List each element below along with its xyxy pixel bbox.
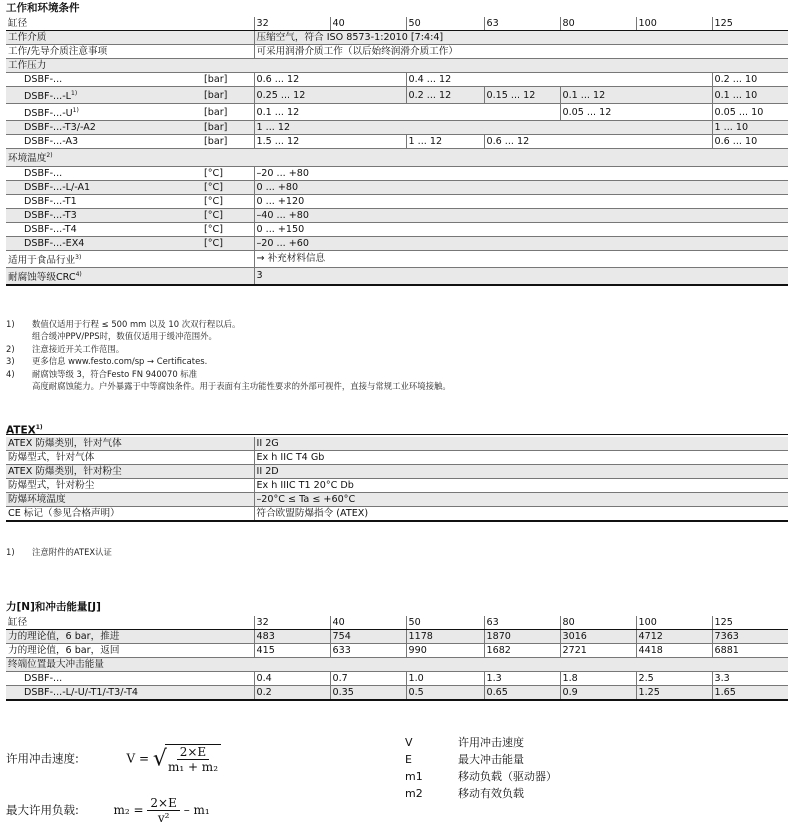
- footnote: 高度耐腐蚀能力。户外暴露于中等腐蚀条件。用于表面有主功能性要求的外部可视件，直接与常规工业环境接触。: [32, 381, 451, 392]
- row-label: 适用于食品行业$^{3)}$: [8, 253, 82, 266]
- row-label: 防爆型式，针对粉尘: [8, 480, 95, 491]
- value-cell: 1.65: [712, 686, 788, 701]
- unit: [°C]: [202, 180, 254, 194]
- bore-50: 50: [406, 616, 484, 630]
- value-cell: 0.2 ... 12: [406, 87, 484, 104]
- value-cell: 0.35: [330, 686, 406, 701]
- unit: [bar]: [202, 121, 254, 135]
- formula-lhs: m₂ =: [113, 803, 144, 817]
- bore-100: 100: [636, 17, 712, 31]
- bore-125: 125: [712, 17, 788, 31]
- bore-100: 100: [636, 616, 712, 630]
- legend-item: m2 移动有效负载: [405, 787, 524, 800]
- value-cell: 0.1 ... 12: [254, 104, 560, 121]
- value-cell: 0.6 ... 12: [254, 73, 406, 87]
- bore-63: 63: [484, 17, 560, 31]
- legend-item: E 最大冲击能量: [405, 753, 524, 766]
- variant-label: DSBF-...: [24, 167, 63, 179]
- variant-label: DSBF-...-EX4: [6, 236, 202, 250]
- operating-conditions-table: [6, 17, 788, 286]
- footnote: 3) 更多信息 www.festo.com/sp → Certificates.: [6, 356, 208, 367]
- value-cell: 1.0: [406, 672, 484, 686]
- footnote: 1) 注意附件的ATEX认证: [6, 547, 112, 557]
- row-label: 力的理论值，6 bar，返回: [8, 645, 120, 656]
- pressure-row: [6, 104, 788, 121]
- value-cell: –20 ... +60: [254, 236, 788, 250]
- formula-lhs: V =: [126, 751, 150, 766]
- atex-section: [6, 421, 788, 522]
- supplementary-info-link[interactable]: → 补充材料信息: [254, 250, 788, 267]
- group-label: 工作压力: [6, 59, 788, 73]
- row-label: ATEX 防爆类别，针对气体: [6, 437, 254, 451]
- bore-63: 63: [484, 616, 560, 630]
- symbol-legend: [405, 734, 557, 802]
- bore-label: 缸径: [6, 17, 254, 31]
- variant-label: DSBF-$...-U^{1)}$: [24, 107, 79, 120]
- atex-row: [6, 507, 788, 522]
- variant-label: DSBF-...-L/-A1: [6, 180, 202, 194]
- value-cell: 1.3: [484, 672, 560, 686]
- fraction: $\frac{2\times E}{\text{v²}}$: [147, 796, 179, 825]
- value-cell: 7363: [712, 630, 788, 644]
- force-energy-section: [6, 601, 788, 701]
- value-cell: 0.1 ... 12: [560, 87, 712, 104]
- bore-label: 缸径: [6, 616, 254, 630]
- unit: [°C]: [202, 208, 254, 222]
- pressure-row: [6, 73, 788, 87]
- unit: [bar]: [204, 106, 228, 118]
- variant-label: DSBF-...-T1: [24, 195, 77, 207]
- bore-40: 40: [330, 616, 406, 630]
- formula-label: 最大许用负载:: [6, 803, 79, 817]
- value-cell: 0.4: [254, 672, 330, 686]
- atex-row: [6, 451, 788, 465]
- variant-label: DSBF-...-L/-U/-T1/-T3/-T4: [6, 686, 254, 701]
- section-title: 力[N]和冲击能量[J]: [6, 601, 101, 613]
- row-value: 符合欧盟防爆指令 (ATEX): [254, 507, 788, 522]
- variant-label: DSBF-...-T3: [6, 208, 202, 222]
- unit: [bar]: [204, 136, 228, 148]
- row-label: ATEX 防爆类别，针对粉尘: [6, 465, 254, 479]
- value-cell: –20 ... +80: [254, 166, 788, 180]
- value-cell: 0.1 ... 10: [712, 87, 788, 104]
- value-cell: 1 ... 12: [254, 121, 712, 135]
- temperature-group-row: [6, 149, 788, 166]
- bore-32: 32: [254, 616, 330, 630]
- value-cell: 2721: [560, 644, 636, 658]
- atex-row: [6, 479, 788, 493]
- energy-row: [6, 672, 788, 686]
- bore-50: 50: [406, 17, 484, 31]
- value-cell: 3016: [560, 630, 636, 644]
- value-cell: 0.9: [560, 686, 636, 701]
- row-label: 工作/先导介质注意事项: [8, 46, 108, 57]
- footnote: 组合缓冲PPV/PPS时，数值仅适用于缓冲范围外。: [32, 331, 217, 342]
- row-value: 3: [254, 267, 788, 285]
- unit: [°C]: [204, 195, 223, 207]
- max-load-formula: [6, 796, 210, 825]
- value-cell: 4418: [636, 644, 712, 658]
- value-cell: –40 ... +80: [254, 208, 788, 222]
- value-cell: 0.05 ... 12: [560, 104, 712, 121]
- crc-row: [6, 267, 788, 285]
- footnotes-2: [6, 546, 788, 558]
- force-energy-table: [6, 616, 788, 701]
- unit: [°C]: [202, 236, 254, 250]
- value-cell: 0.4 ... 12: [406, 73, 712, 87]
- value-cell: 1.25: [636, 686, 712, 701]
- value-cell: 1.8: [560, 672, 636, 686]
- row-value: Ex h IIC T4 Gb: [254, 451, 788, 465]
- value-cell: 0 ... +120: [254, 194, 788, 208]
- section-title: ATEX$^{1)}$: [6, 421, 788, 435]
- temperature-row: [6, 208, 788, 222]
- value-cell: 2.5: [636, 672, 712, 686]
- operating-conditions-section: [6, 2, 788, 286]
- header-row: [6, 616, 788, 630]
- medium-note-row: [6, 45, 788, 59]
- force-row: [6, 644, 788, 658]
- row-value: Ex h IIIC T1 20°C Db: [254, 479, 788, 493]
- legend-item: V 许用冲击速度: [405, 736, 524, 749]
- unit: [°C]: [204, 223, 223, 235]
- bore-125: 125: [712, 616, 788, 630]
- footnote: 1) 数值仅适用于行程 ≤ 500 mm 以及 10 次双行程以后。: [6, 319, 241, 329]
- variant-label: DSBF-$...-L^{1)}$: [6, 87, 202, 104]
- value-cell: 0 ... +150: [254, 222, 788, 236]
- unit: [bar]: [202, 87, 254, 104]
- row-value: –20°C ≤ Ta ≤ +60°C: [254, 493, 788, 507]
- atex-table: [6, 437, 788, 522]
- unit: [bar]: [204, 74, 228, 85]
- atex-row: [6, 437, 788, 451]
- value-cell: 0.05 ... 10: [712, 104, 788, 121]
- temperature-row: [6, 180, 788, 194]
- sqrt-symbol: √: [152, 746, 167, 772]
- formula-tail: – m₁: [183, 803, 210, 817]
- value-cell: 754: [330, 630, 406, 644]
- variant-label: DSBF-...-A3: [24, 136, 79, 148]
- value-cell: 0.6 ... 10: [712, 135, 788, 149]
- value-cell: 415: [254, 644, 330, 658]
- row-label: CE 标记（参见合格声明）: [8, 508, 120, 519]
- footnote: 4) 耐腐蚀等级 3，符合Festo FN 940070 标准: [6, 368, 198, 379]
- value-cell: 6881: [712, 644, 788, 658]
- bore-80: 80: [560, 616, 636, 630]
- header-row: [6, 17, 788, 31]
- group-label: 终端位置最大冲击能量: [6, 658, 788, 672]
- variant-label: DSBF-...-T3/-A2: [6, 121, 202, 135]
- impact-speed-formula: [6, 744, 221, 774]
- value-cell: 0 ... +80: [254, 180, 788, 194]
- value-cell: 0.65: [484, 686, 560, 701]
- pressure-row: [6, 87, 788, 104]
- medium-row: [6, 31, 788, 45]
- unit: [°C]: [204, 167, 223, 179]
- energy-row: [6, 686, 788, 701]
- bore-80: 80: [560, 17, 636, 31]
- pressure-group-row: [6, 59, 788, 73]
- value-cell: 1682: [484, 644, 560, 658]
- pressure-row: [6, 121, 788, 135]
- food-row: [6, 250, 788, 267]
- value-cell: 0.5: [406, 686, 484, 701]
- value-cell: 4712: [636, 630, 712, 644]
- variant-label: DSBF-...: [24, 74, 63, 85]
- temperature-row: [6, 222, 788, 236]
- value-cell: 0.25 ... 12: [254, 87, 406, 104]
- temperature-row: [6, 194, 788, 208]
- value-cell: 1 ... 10: [712, 121, 788, 135]
- value-cell: 1.5 ... 12: [254, 135, 406, 149]
- value-cell: 0.6 ... 12: [484, 135, 712, 149]
- value-cell: 1178: [406, 630, 484, 644]
- value-cell: 483: [254, 630, 330, 644]
- row-value: II 2D: [254, 465, 788, 479]
- fraction: $\frac{2\times E}{\text{m₁ + m₂}}$: [165, 744, 221, 774]
- row-label: 耐腐蚀等级CRC$^{4)}$: [6, 267, 254, 285]
- row-label: 防爆环境温度: [6, 493, 254, 507]
- energy-group-row: [6, 658, 788, 672]
- temperature-row: [6, 166, 788, 180]
- group-label: 环境温度$^{2)}$: [6, 149, 788, 166]
- section-title: 工作和环境条件: [6, 2, 80, 14]
- row-value: 可采用润滑介质工作（以后始终润滑介质工作）: [254, 45, 788, 59]
- legend-item: m1 移动负载（驱动器）: [405, 770, 557, 783]
- row-label: 防爆型式，针对气体: [8, 452, 95, 463]
- formula-label: 许用冲击速度:: [6, 751, 79, 766]
- variant-label: DSBF-...-T4: [24, 223, 77, 235]
- bore-32: 32: [254, 17, 330, 31]
- row-value: 压缩空气，符合 ISO 8573-1:2010 [7:4:4]: [254, 31, 788, 45]
- pressure-row: [6, 135, 788, 149]
- force-row: [6, 630, 788, 644]
- temperature-row: [6, 236, 788, 250]
- row-label: 工作介质: [6, 31, 254, 45]
- atex-row: [6, 465, 788, 479]
- row-value: II 2G: [254, 437, 788, 451]
- bore-40: 40: [330, 17, 406, 31]
- value-cell: 990: [406, 644, 484, 658]
- value-cell: 1 ... 12: [406, 135, 484, 149]
- value-cell: 633: [330, 644, 406, 658]
- variant-label: DSBF-...: [24, 673, 63, 684]
- value-cell: 0.2 ... 10: [712, 73, 788, 87]
- value-cell: 0.2: [254, 686, 330, 701]
- footnote: 2) 注意接近开关工作范围。: [6, 343, 125, 354]
- footnotes-1: [6, 318, 788, 392]
- value-cell: 0.15 ... 12: [484, 87, 560, 104]
- value-cell: 3.3: [712, 672, 788, 686]
- atex-row: [6, 493, 788, 507]
- row-label: 力的理论值，6 bar，推进: [6, 630, 254, 644]
- value-cell: 0.7: [330, 672, 406, 686]
- value-cell: 1870: [484, 630, 560, 644]
